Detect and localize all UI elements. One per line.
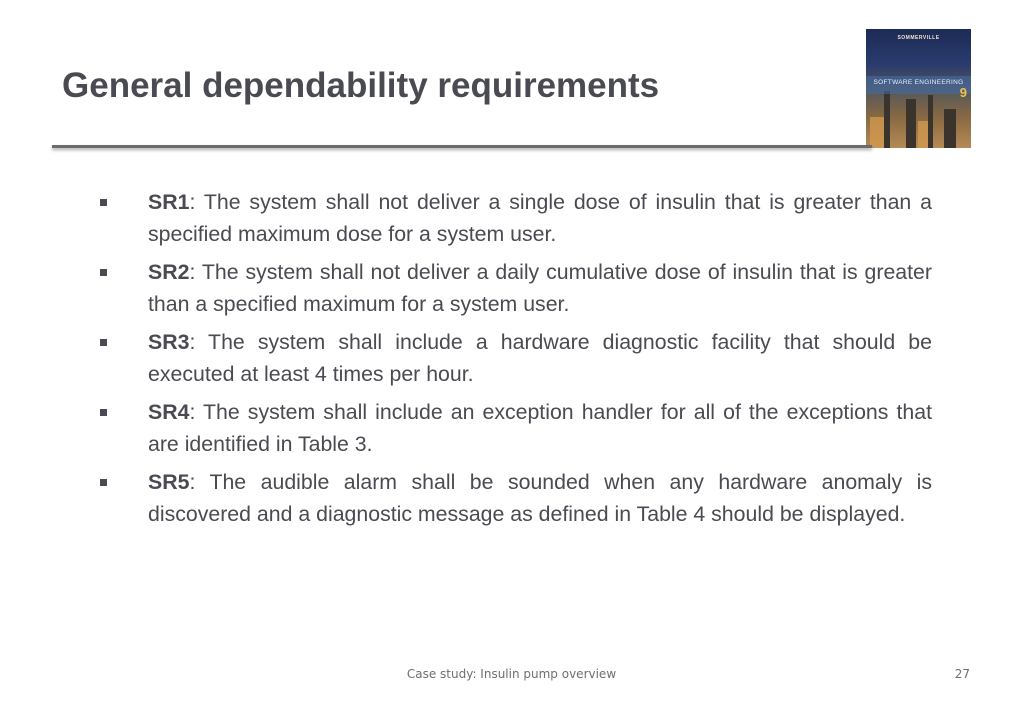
book-cover-title: SOFTWARE ENGINEERING [873,79,964,86]
requirement-id: SR1 [148,190,190,214]
requirement-item [96,467,932,530]
requirement-text: : The system shall include a hardware diagnostic facility that should be executed at least 4 times per hour. [148,330,932,386]
requirement-item [96,257,932,320]
requirement-text: : The system shall not deliver a daily cumulative dose of insulin that is greater than a specified maximum for a system user. [148,260,932,316]
requirement-text: : The system shall include an exception handler for all of the exceptions that are identified in Table 3. [148,400,932,456]
book-cover-author: SOMMERVILLE [897,35,940,41]
square-bullet-icon [100,199,107,206]
slide-title: General dependability requirements [62,66,660,105]
requirement-text: : The system shall not deliver a single dose of insulin that is greater than a specified maximum dose for a system user. [148,190,932,246]
title-divider [52,145,872,148]
requirement-text: : The audible alarm shall be sounded when any hardware anomaly is discovered and a diagnostic message as defined in Table 4 should be displayed. [148,470,932,526]
square-bullet-icon [100,269,107,276]
book-cover-edition: 9 [959,85,967,100]
requirement-id: SR4 [148,400,190,424]
book-cover-image [866,29,971,148]
requirement-id: SR5 [148,470,190,494]
requirement-id: SR2 [148,260,190,284]
requirement-id: SR3 [148,330,190,354]
square-bullet-icon [100,409,107,416]
requirements-list [96,187,932,537]
square-bullet-icon [100,479,107,486]
square-bullet-icon [100,339,107,346]
slide-footer: Case study: Insulin pump overview [406,667,617,681]
requirement-item [96,327,932,390]
requirement-item [96,397,932,460]
page-number: 27 [954,667,970,681]
requirement-item [96,187,932,250]
